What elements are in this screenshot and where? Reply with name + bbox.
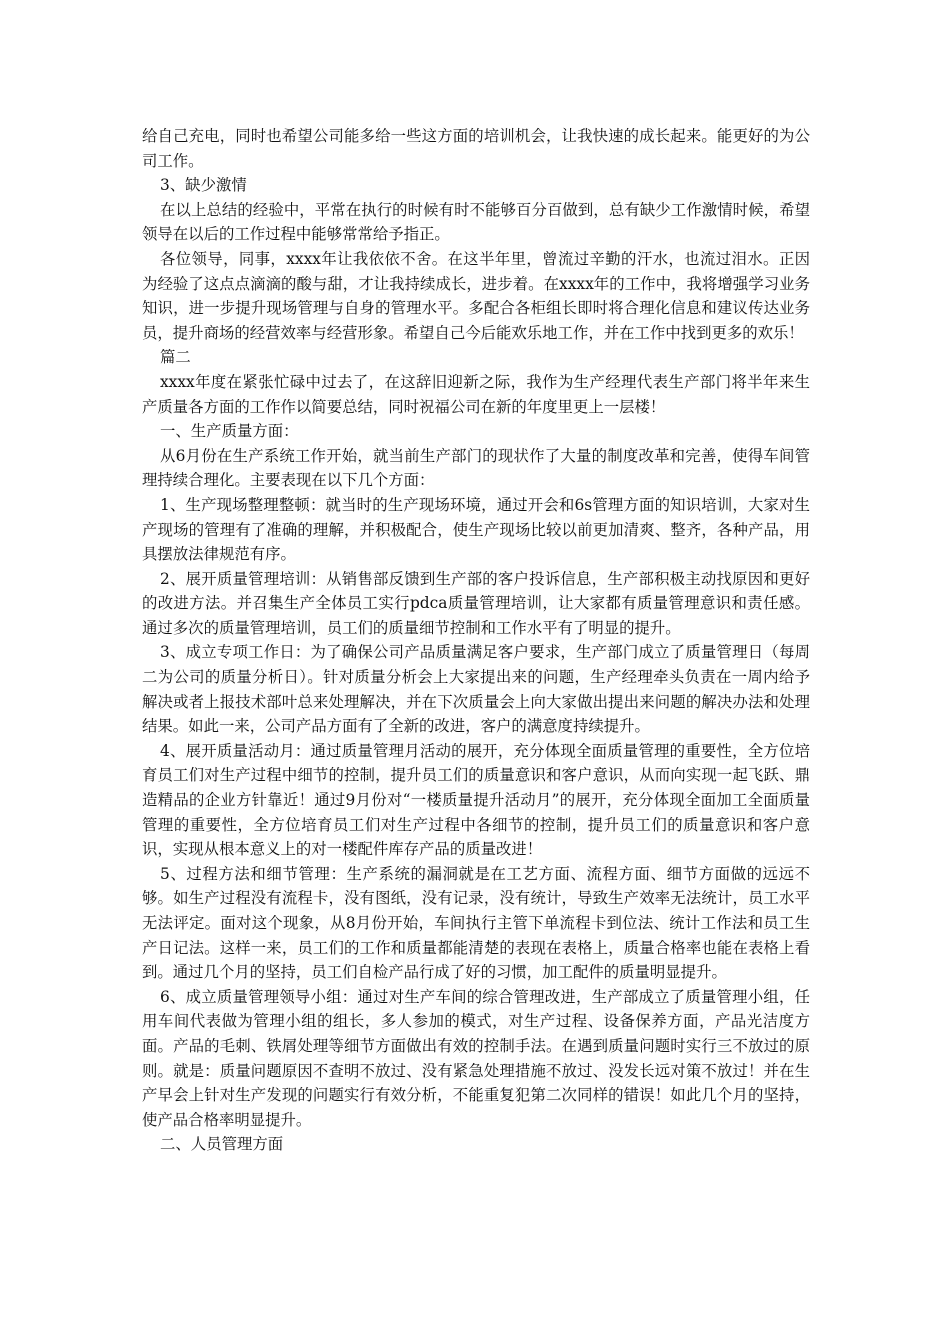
paragraph-continuation: 给自己充电，同时也希望公司能多给一些这方面的培训机会，让我快速的成长起来。能更好的为公司工作。 [142,127,810,170]
section-heading-part-two: 篇二 [160,348,191,367]
list-item: 3、成立专项工作日：为了确保公司产品质量满足客户要求，生产部门成立了质量管理日（每周二为公司的质量分析日）。针对质量分析会上大家提出来的问题，生产经理牵头负责在一周内给予解决或者上报技术部叶总来处理解决，并在下次质量会上向大家做出提出来问题的解决办法和处理结果。如此一来，公司产品方面有了全新的改进，客户的满意度持续提升。 [142,643,810,736]
list-item: 4、展开质量活动月：通过质量管理月活动的展开，充分体现全面质量管理的重要性，全方位培育员工们对生产过程中细节的控制，提升员工们的质量意识和客户意识，从而向实现一起飞跃、鼎造精品的企业方针靠近！通过9月份对“一楼质量提升活动月”的展开，充分体现全面加工全面质量管理的重要性，全方位培育员工们对生产过程中各细节的控制，提升员工们的质量意识和客户意识，实现从根本意义上的对一楼配件库存产品的质量改进！ [142,741,810,859]
list-item: 6、成立质量管理领导小组：通过对生产车间的综合管理改进，生产部成立了质量管理小组，任用车间代表做为管理小组的组长，多人参加的模式，对生产过程、设备保养方面，产品光洁度方面。产品的毛刺、铁屑处理等细节方面做出有效的控制手法。在遇到质量问题时实行三不放过的原则。就是：质量问题原因不查明不放过、没有紧急处理措施不放过、没发长远对策不放过！并在生产早会上针对生产发现的问题实行有效分析，不能重复犯第二次同样的错误！如此几个月的坚持，使产品合格率明显提升。 [142,987,810,1129]
heading-production-quality: 一、生产质量方面： [160,422,299,441]
heading-personnel-management: 二、人员管理方面 [160,1135,284,1154]
paragraph: 各位领导，同事，xxxx年让我依依不舍。在这半年里，曾流过辛勤的汗水，也流过泪水。正因为经验了这点点滴滴的酸与甜，才让我持续成长，进步着。在xxxx年的工作中，我将增强学习业务知识，进一步提升现场管理与自身的管理水平。多配合各柜组长即时将合理化信息和建议传达业务员，提升商场的经营效率与经营形象。希望自己今后能欢乐地工作，并在工作中找到更多的欢乐！ [142,249,810,342]
list-item: 2、展开质量管理培训：从销售部反馈到生产部的客户投诉信息，生产部积极主动找原因和更好的改进方法。并召集生产全体员工实行pdca质量管理培训，让大家都有质量管理意识和责任感。通过多次的质量管理培训，员工们的质量细节控制和工作水平有了明显的提升。 [142,569,810,637]
paragraph: xxxx年度在紧张忙碌中过去了，在这辞旧迎新之际，我作为生产经理代表生产部门将半年来生产质量各方面的工作作以简要总结，同时祝福公司在新的年度里更上一层楼！ [142,372,810,416]
list-item: 5、过程方法和细节管理：生产系统的漏洞就是在工艺方面、流程方面、细节方面做的远远不够。如生产过程没有流程卡，没有图纸，没有记录，没有统计，导致生产效率无法统计，员工水平无法评定。面对这个现象，从8月份开始，车间执行主管下单流程卡到位法、统计工作法和员工生产日记法。这样一来，员工们的工作和质量都能清楚的表现在表格上，质量合格率也能在表格上看到。通过几个月的坚持，员工们自检产品行成了好的习惯，加工配件的质量明显提升。 [142,864,810,982]
heading-lack-of-passion: 3、缺少激情 [160,176,247,195]
paragraph: 从6月份在生产系统工作开始，就当前生产部门的现状作了大量的制度改革和完善，使得车间管理持续合理化。主要表现在以下几个方面： [142,446,810,490]
list-item: 1、生产现场整理整顿：就当时的生产现场环境，通过开会和6s管理方面的知识培训，大家对生产现场的管理有了准确的理解，并积极配合，使生产现场比较以前更加清爽、整齐，各种产品，用具摆放法律规范有序。 [142,495,810,564]
paragraph: 在以上总结的经验中，平常在执行的时候有时不能够百分百做到，总有缺少工作激情时候，希望领导在以后的工作过程中能够常常给予指正。 [142,200,810,244]
document-body [142,124,810,1157]
